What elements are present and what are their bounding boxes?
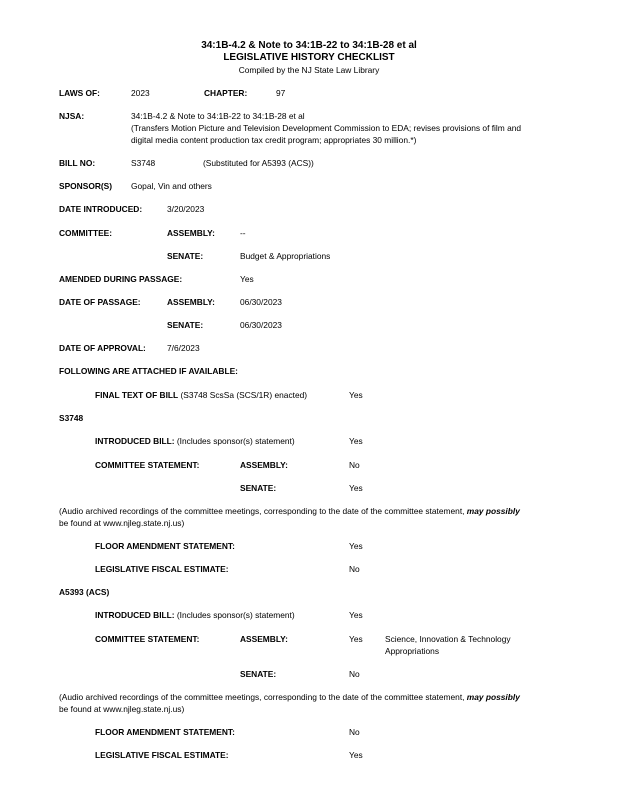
a5393-fiscal-value: Yes [349, 750, 363, 760]
a5393-introduced-rest: (Includes sponsor(s) statement) [174, 610, 295, 620]
final-text-label-bold: FINAL TEXT OF BILL [95, 390, 179, 400]
final-text-value: Yes [349, 390, 363, 400]
sponsors-label: SPONSOR(S) [59, 181, 113, 191]
s3748-audio-emphasis: may possibly [466, 506, 520, 516]
compiled-by: Compiled by the NJ State Law Library [238, 65, 380, 75]
committee-assembly-value: -- [240, 228, 246, 238]
a5393-introduced-label [95, 610, 295, 620]
s3748-introduced-label [95, 436, 295, 446]
date-introduced-value: 3/20/2023 [167, 204, 205, 214]
a5393-floor-value: No [349, 727, 360, 737]
s3748-senate-value: Yes [349, 483, 363, 493]
s3748-fiscal-value: No [349, 564, 360, 574]
s3748-senate-label: SENATE: [240, 483, 277, 493]
committee-senate-value: Budget & Appropriations [240, 251, 331, 261]
s3748-introduced-rest: (Includes sponsor(s) statement) [174, 436, 295, 446]
following-attached-heading: FOLLOWING ARE ATTACHED IF AVAILABLE: [59, 366, 238, 376]
s3748-audio-text: (Audio archived recordings of the committee meetings, corresponding to the date of the committee statement, [59, 506, 467, 516]
committee-label: COMMITTEE: [59, 228, 113, 238]
bill-no-label: BILL NO: [59, 158, 96, 168]
a5393-audio-text: (Audio archived recordings of the committee meetings, corresponding to the date of the committee statement, [59, 692, 467, 702]
s3748-assembly-value: No [349, 460, 360, 470]
date-of-passage-label: DATE OF PASSAGE: [59, 297, 141, 307]
a5393-fiscal-label: LEGISLATIVE FISCAL ESTIMATE: [95, 750, 229, 760]
njsa-value: 34:1B-4.2 & Note to 34:1B-22 to 34:1B-28 et al [131, 111, 305, 121]
a5393-audio-emphasis: may possibly [466, 692, 520, 702]
s3748-committee-statement-label: COMMITTEE STATEMENT: [95, 460, 200, 470]
committee-assembly-label: ASSEMBLY: [167, 228, 215, 238]
document-subtitle: LEGISLATIVE HISTORY CHECKLIST [223, 52, 395, 63]
date-introduced-label: DATE INTRODUCED: [59, 204, 143, 214]
sponsors-value: Gopal, Vin and others [131, 181, 212, 191]
s3748-introduced-value: Yes [349, 436, 363, 446]
final-text-label [95, 390, 307, 400]
a5393-assembly-label: ASSEMBLY: [240, 634, 288, 644]
a5393-assembly-committee-line1: Science, Innovation & Technology [385, 634, 511, 644]
chapter-value: 97 [276, 88, 286, 98]
amended-value: Yes [240, 274, 254, 284]
laws-of-label: LAWS OF: [59, 88, 100, 98]
a5393-introduced-bold: INTRODUCED BILL: [95, 610, 175, 620]
final-text-label-rest: (S3748 ScsSa (SCS/1R) enacted) [178, 390, 308, 400]
s3748-audio-note-line2: be found at www.njleg.state.nj.us) [59, 518, 185, 528]
s3748-introduced-bold: INTRODUCED BILL: [95, 436, 175, 446]
s3748-floor-label: FLOOR AMENDMENT STATEMENT: [95, 541, 235, 551]
passage-assembly-label: ASSEMBLY: [167, 297, 215, 307]
s3748-assembly-label: ASSEMBLY: [240, 460, 288, 470]
a5393-senate-label: SENATE: [240, 669, 277, 679]
laws-of-value: 2023 [131, 88, 150, 98]
document-title: 34:1B-4.2 & Note to 34:1B-22 to 34:1B-28 et al [201, 40, 417, 51]
passage-senate-value: 06/30/2023 [240, 320, 282, 330]
passage-assembly-value: 06/30/2023 [240, 297, 282, 307]
s3748-heading: S3748 [59, 413, 84, 423]
s3748-floor-value: Yes [349, 541, 363, 551]
njsa-label: NJSA: [59, 111, 85, 121]
bill-no-note: (Substituted for A5393 (ACS)) [203, 158, 314, 168]
a5393-senate-value: No [349, 669, 360, 679]
committee-senate-label: SENATE: [167, 251, 204, 261]
a5393-assembly-value: Yes [349, 634, 363, 644]
chapter-label: CHAPTER: [204, 88, 248, 98]
date-of-approval-label: DATE OF APPROVAL: [59, 343, 146, 353]
a5393-assembly-committee-line2: Appropriations [385, 646, 440, 656]
a5393-introduced-value: Yes [349, 610, 363, 620]
s3748-fiscal-label: LEGISLATIVE FISCAL ESTIMATE: [95, 564, 229, 574]
a5393-heading: A5393 (ACS) [59, 587, 110, 597]
njsa-description-line2: digital media content production tax credit program; appropriates 30 million.*) [131, 135, 417, 145]
date-of-approval-value: 7/6/2023 [167, 343, 200, 353]
a5393-audio-note-line2: be found at www.njleg.state.nj.us) [59, 704, 185, 714]
a5393-audio-note-line1 [59, 692, 520, 702]
passage-senate-label: SENATE: [167, 320, 204, 330]
a5393-committee-statement-label: COMMITTEE STATEMENT: [95, 634, 200, 644]
s3748-audio-note-line1 [59, 506, 520, 516]
njsa-description-line1: (Transfers Motion Picture and Television Development Commission to EDA; revises provisions of film and [131, 123, 522, 133]
a5393-floor-label: FLOOR AMENDMENT STATEMENT: [95, 727, 235, 737]
amended-label: AMENDED DURING PASSAGE: [59, 274, 183, 284]
bill-no-value: S3748 [131, 158, 156, 168]
